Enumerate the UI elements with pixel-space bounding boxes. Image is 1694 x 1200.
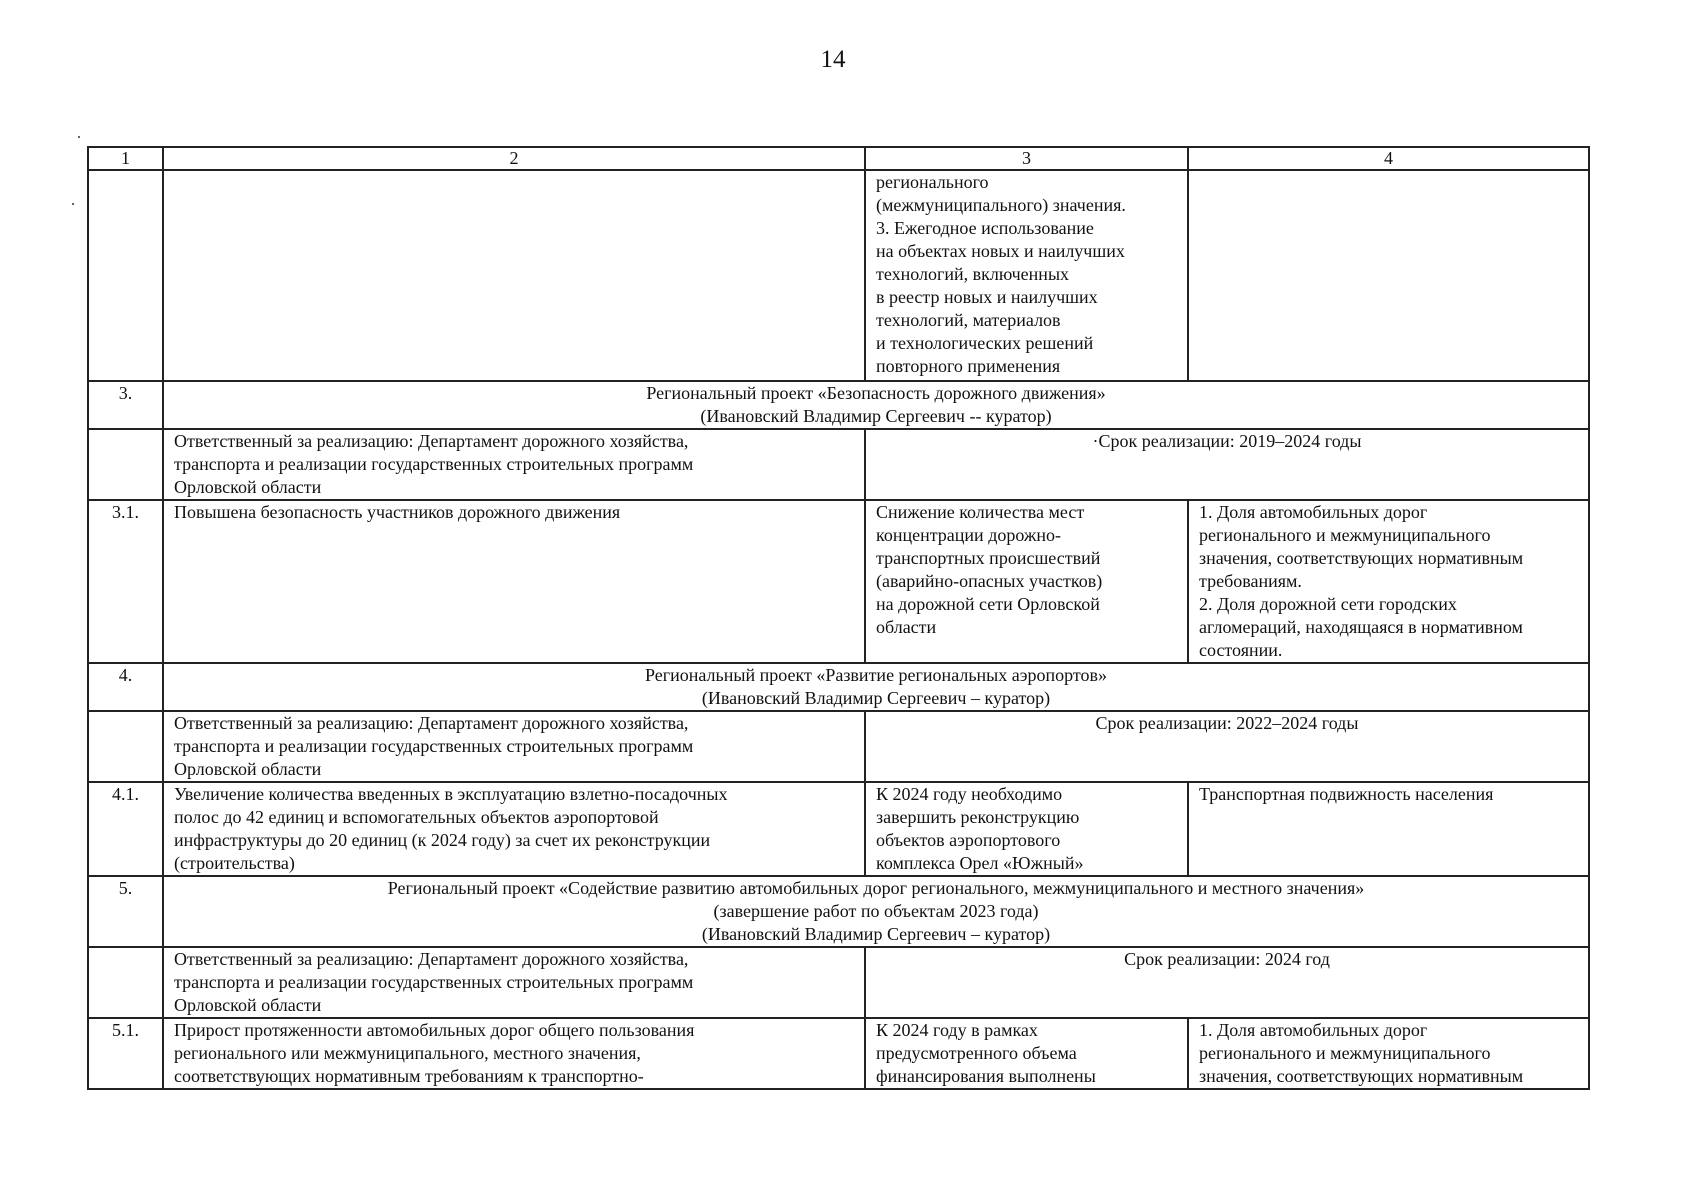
indicator-cell xyxy=(1188,1018,1589,1089)
text-line: 2. Доля дорожной сети городских xyxy=(1199,594,1457,614)
scan-speck xyxy=(72,203,74,205)
row-number-cell xyxy=(88,429,163,500)
text-line: на объектах новых и наилучших xyxy=(876,241,1125,261)
text-line: (аварийно-опасных участков) xyxy=(876,571,1103,591)
column-number: 4 xyxy=(1188,147,1589,170)
indicator-cell xyxy=(1188,500,1589,663)
table-row xyxy=(88,1018,1589,1089)
text-line: комплекса Орел «Южный» xyxy=(876,853,1084,873)
text-line: повторного применения xyxy=(876,356,1061,376)
text-line: (строительства) xyxy=(174,853,295,873)
text-line: Орловской области xyxy=(174,477,322,497)
result-cell xyxy=(163,170,865,381)
table-row xyxy=(88,500,1589,663)
text-line: Транспортная подвижность населения xyxy=(1199,784,1494,804)
characteristic-cell xyxy=(865,782,1188,876)
text-line: транспортных происшествий xyxy=(876,548,1101,568)
column-number-row xyxy=(88,147,1589,170)
text-line: транспорта и реализации государственных строительных программ xyxy=(174,454,694,474)
column-number: 3 xyxy=(865,147,1188,170)
responsible-row xyxy=(88,429,1589,500)
result-cell xyxy=(163,1018,865,1089)
text-line: концентрации дорожно- xyxy=(876,525,1061,545)
row-number-cell xyxy=(88,170,163,381)
text-line: Снижение количества мест xyxy=(876,502,1085,522)
responsible-cell xyxy=(163,429,865,500)
text-line: значения, соответствующих нормативным xyxy=(1199,548,1524,568)
project-title-cell xyxy=(163,663,1589,711)
result-cell xyxy=(163,500,865,663)
text-line: 1. Доля автомобильных дорог xyxy=(1199,502,1428,522)
text-line: предусмотренного объема xyxy=(876,1043,1077,1063)
text-line: Ответственный за реализацию: Департамент дорожного хозяйства, xyxy=(174,431,689,451)
project-title-cell xyxy=(163,381,1589,429)
table-row xyxy=(88,782,1589,876)
responsible-row xyxy=(88,947,1589,1018)
project-subtitle: (завершение работ по объектам 2023 года) xyxy=(713,901,1039,921)
text-line: регионального или межмуниципального, местного значения, xyxy=(174,1043,641,1063)
text-line: Ответственный за реализацию: Департамент дорожного хозяйства, xyxy=(174,713,689,733)
row-number: 4. xyxy=(88,663,163,711)
characteristic-cell xyxy=(865,500,1188,663)
project-curator: (Ивановский Владимир Сергеевич – куратор) xyxy=(701,688,1051,708)
responsible-row xyxy=(88,711,1589,782)
row-number: 3.1. xyxy=(88,500,163,663)
text-line: области xyxy=(876,617,937,637)
project-curator: (Ивановский Владимир Сергеевич – куратор) xyxy=(701,924,1051,944)
text-line: полос до 42 единиц и вспомогательных объектов аэропортовой xyxy=(174,807,659,827)
term-cell: Срок реализации: 2024 год xyxy=(865,947,1589,1018)
text-line: и технологических решений xyxy=(876,333,1094,353)
project-title-cell xyxy=(163,876,1589,947)
continuation-row xyxy=(88,170,1589,381)
text-line: регионального и межмуниципального xyxy=(1199,1043,1491,1063)
text-line: К 2024 году в рамках xyxy=(876,1020,1038,1040)
responsible-cell xyxy=(163,947,865,1018)
text-line: 1. Доля автомобильных дорог xyxy=(1199,1020,1428,1040)
project-title: Региональный проект «Развитие региональных аэропортов» xyxy=(645,665,1107,685)
text-line: завершить реконструкцию xyxy=(876,807,1080,827)
text-line: финансирования выполнены xyxy=(876,1066,1096,1086)
text-line: регионального xyxy=(876,172,989,192)
project-header-row xyxy=(88,663,1589,711)
text-line: объектов аэропортового xyxy=(876,830,1061,850)
term-cell: ·Срок реализации: 2019–2024 годы xyxy=(865,429,1589,500)
row-number-cell xyxy=(88,947,163,1018)
page-number: 14 xyxy=(820,46,846,73)
text-line: транспорта и реализации государственных строительных программ xyxy=(174,736,694,756)
text-line: агломераций, находящаяся в нормативном xyxy=(1199,617,1523,637)
responsible-cell xyxy=(163,711,865,782)
row-number: 3. xyxy=(88,381,163,429)
column-number: 1 xyxy=(88,147,163,170)
text-line: (межмуниципального) значения. xyxy=(876,195,1126,215)
text-line: состоянии. xyxy=(1199,640,1283,660)
text-line: Орловской области xyxy=(174,759,322,779)
text-line: на дорожной сети Орловской xyxy=(876,594,1100,614)
project-title: Региональный проект «Содействие развитию автомобильных дорог регионального, межмуниципального и местного значения» xyxy=(387,878,1365,898)
text-line: технологий, включенных xyxy=(876,264,1070,284)
row-number-cell xyxy=(88,711,163,782)
project-header-row xyxy=(88,876,1589,947)
project-curator: (Ивановский Владимир Сергеевич -- куратор) xyxy=(700,406,1052,426)
text-line: Повышена безопасность участников дорожного движения xyxy=(174,502,621,522)
text-line: технологий, материалов xyxy=(876,310,1061,330)
text-line: Ответственный за реализацию: Департамент дорожного хозяйства, xyxy=(174,949,689,969)
text-line: соответствующих нормативным требованиям к транспортно- xyxy=(174,1066,644,1086)
text-line: значения, соответствующих нормативным xyxy=(1199,1066,1524,1086)
text-line: Орловской области xyxy=(174,995,322,1015)
characteristic-cell xyxy=(865,170,1188,381)
project-title: Региональный проект «Безопасность дорожного движения» xyxy=(646,383,1106,403)
indicator-cell xyxy=(1188,170,1589,381)
row-number: 5.1. xyxy=(88,1018,163,1089)
text-line: Прирост протяженности автомобильных дорог общего пользования xyxy=(174,1020,695,1040)
text-line: К 2024 году необходимо xyxy=(876,784,1063,804)
column-number: 2 xyxy=(163,147,865,170)
text-line: инфраструктуры до 20 единиц (к 2024 году) за счет их реконструкции xyxy=(174,830,711,850)
project-header-row xyxy=(88,381,1589,429)
result-cell xyxy=(163,782,865,876)
term-cell: Срок реализации: 2022–2024 годы xyxy=(865,711,1589,782)
characteristic-cell xyxy=(865,1018,1188,1089)
row-number: 5. xyxy=(88,876,163,947)
indicator-cell xyxy=(1188,782,1589,876)
text-line: регионального и межмуниципального xyxy=(1199,525,1491,545)
scan-speck xyxy=(78,136,80,138)
text-line: Увеличение количества введенных в эксплуатацию взлетно-посадочных xyxy=(174,784,728,804)
text-line: требованиям. xyxy=(1199,571,1302,591)
document-table xyxy=(87,146,1590,1090)
text-line: 3. Ежегодное использование xyxy=(876,218,1094,238)
text-line: в реестр новых и наилучших xyxy=(876,287,1098,307)
text-line: транспорта и реализации государственных строительных программ xyxy=(174,972,694,992)
row-number: 4.1. xyxy=(88,782,163,876)
